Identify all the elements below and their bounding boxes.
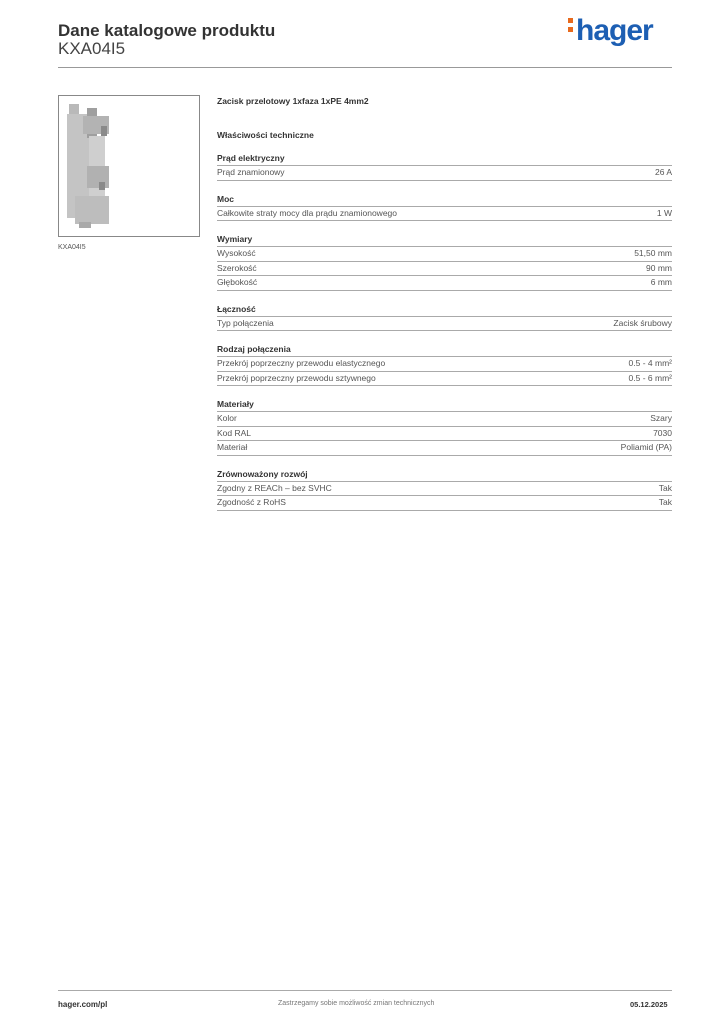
product-code: KXA04I5 — [58, 39, 126, 58]
spec-label: Przekrój poprzeczny przewodu elastycznego — [217, 358, 386, 368]
spec-row — [217, 317, 672, 332]
spec-row — [217, 412, 672, 427]
spec-group — [217, 399, 672, 456]
spec-row — [217, 441, 672, 456]
spec-value: 1 W — [656, 207, 672, 218]
spec-row — [217, 427, 672, 442]
properties-heading: Właściwości techniczne — [217, 130, 314, 140]
spec-value: 90 mm — [646, 262, 672, 273]
footer-website: hager.com/pl — [58, 1000, 108, 1009]
spec-group — [217, 344, 672, 386]
terminal-block-illustration — [59, 96, 199, 236]
spec-row — [217, 262, 672, 277]
spec-group-title: Rodzaj połączenia — [217, 344, 672, 357]
spec-value: Tak — [658, 482, 672, 493]
spec-label: Całkowite straty mocy dla prądu znamionowego — [217, 207, 398, 218]
spec-label: Wysokość — [217, 248, 256, 258]
spec-group — [217, 194, 672, 222]
spec-row — [217, 357, 672, 372]
spec-value: Tak — [658, 497, 672, 507]
spec-row — [217, 372, 672, 387]
spec-group — [217, 304, 672, 332]
product-image — [58, 95, 200, 237]
spec-row — [217, 276, 672, 291]
spec-row — [217, 247, 672, 262]
spec-value: Szary — [650, 413, 672, 423]
spec-content — [217, 96, 672, 511]
spec-group — [217, 153, 672, 181]
spec-value: Zacisk śrubowy — [613, 317, 672, 328]
spec-value: 6 mm — [650, 277, 672, 287]
spec-group-title: Materiały — [217, 399, 672, 412]
spec-value: 26 A — [654, 167, 672, 177]
spec-group-title: Prąd elektryczny — [217, 153, 672, 166]
spec-row — [217, 482, 672, 497]
spec-group — [217, 234, 672, 291]
spec-value: 0.5 - 6 mm² — [628, 372, 672, 383]
spec-groups — [217, 153, 672, 511]
brand-logo — [568, 14, 653, 48]
spec-group-title: Wymiary — [217, 234, 672, 247]
spec-value: 0.5 - 4 mm² — [628, 358, 672, 368]
spec-group-title: Łączność — [217, 304, 672, 317]
spec-value: 7030 — [653, 427, 672, 438]
spec-group-title: Moc — [217, 194, 672, 207]
footer-notice: Zastrzegamy sobie możliwość zmian technicznych — [278, 1000, 435, 1007]
spec-label: Szerokość — [217, 262, 257, 273]
spec-label: Kolor — [217, 413, 237, 423]
header-divider — [58, 67, 672, 68]
spec-row — [217, 496, 672, 511]
spec-label: Przekrój poprzeczny przewodu sztywnego — [217, 372, 376, 383]
spec-label: Prąd znamionowy — [217, 167, 285, 177]
spec-label: Zgodny z REACh – bez SVHC — [217, 482, 332, 493]
spec-group-title: Zrównoważony rozwój — [217, 469, 672, 482]
brand-name: hager — [576, 14, 653, 47]
product-description: Zacisk przelotowy 1xfaza 1xPE 4mm2 — [217, 96, 369, 106]
spec-label: Typ połączenia — [217, 317, 274, 328]
footer-divider — [58, 990, 672, 991]
spec-label: Materiał — [217, 442, 248, 452]
spec-label: Zgodność z RoHS — [217, 497, 286, 507]
spec-label: Głębokość — [217, 277, 258, 287]
logo-dots-icon — [568, 14, 574, 36]
spec-row — [217, 207, 672, 222]
image-caption: KXA04I5 — [58, 244, 86, 251]
page-title: Dane katalogowe produktu — [58, 21, 276, 40]
spec-value: 51,50 mm — [634, 248, 672, 258]
spec-row — [217, 166, 672, 181]
spec-value: Poliamid (PA) — [620, 442, 672, 452]
spec-label: Kod RAL — [217, 427, 252, 438]
footer-date: 05.12.2025 — [630, 1000, 668, 1009]
spec-group — [217, 469, 672, 511]
